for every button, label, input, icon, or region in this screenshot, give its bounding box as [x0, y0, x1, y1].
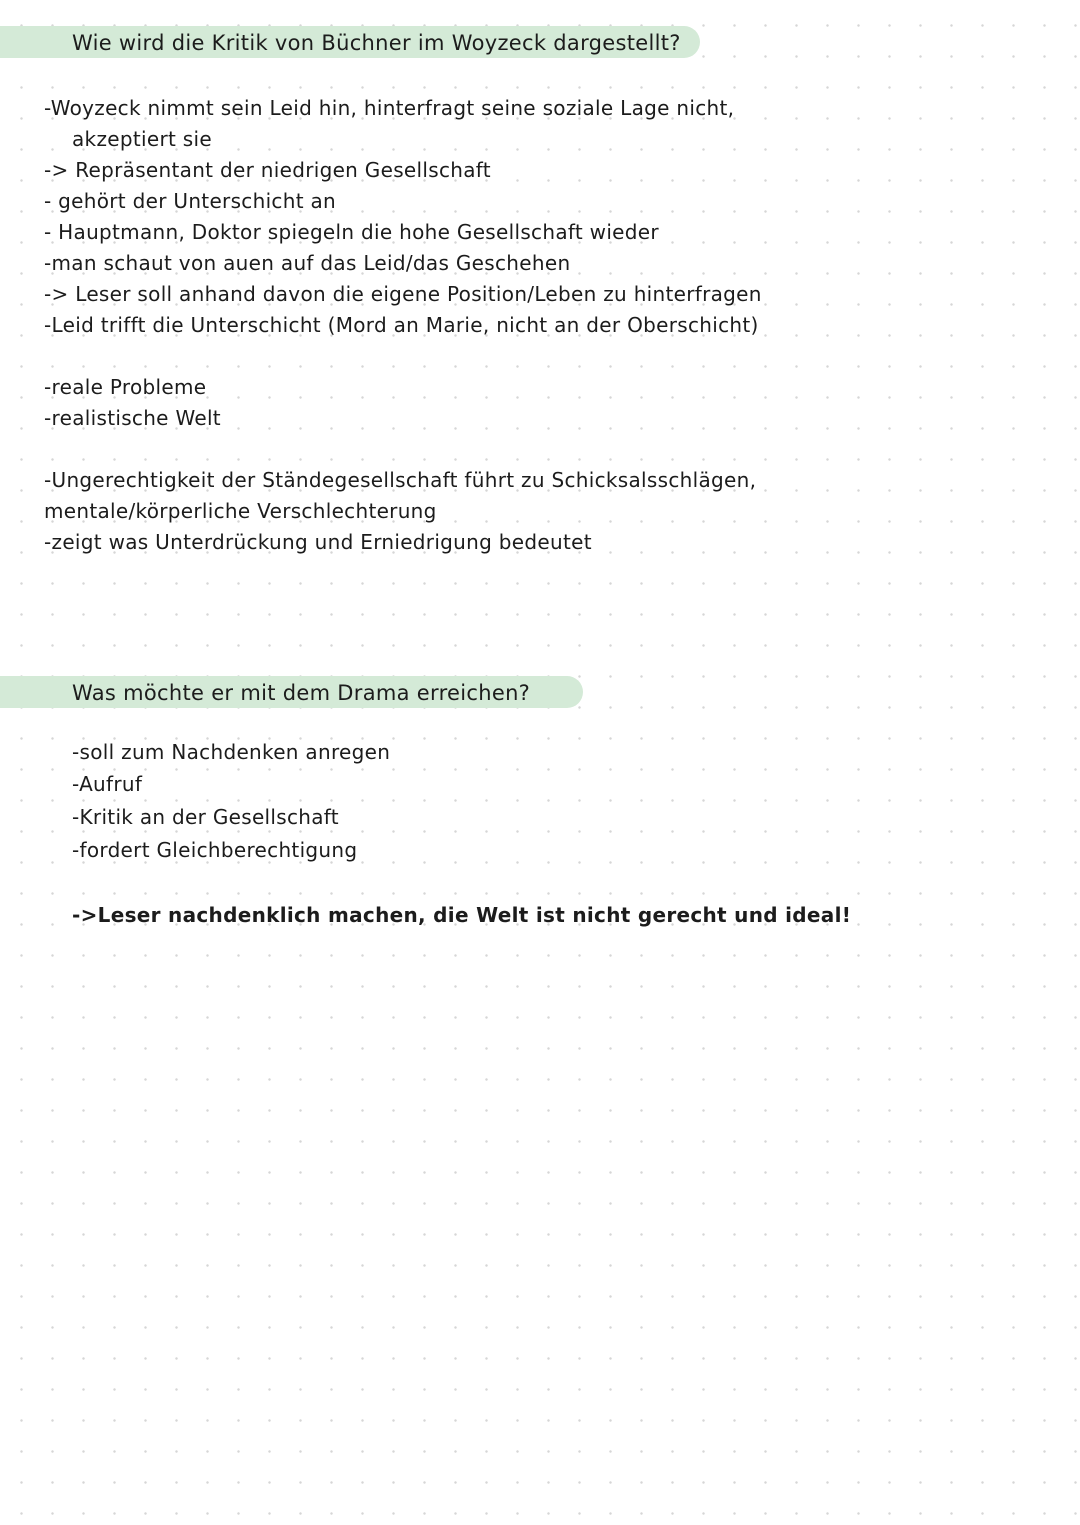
section-1-line: akzeptiert sie: [72, 127, 212, 151]
section-2-conclusion: ->Leser nachdenklich machen, die Welt ist nicht gerecht und ideal!: [72, 903, 852, 927]
section-1-line: -reale Probleme: [44, 375, 207, 399]
section-2-line: -Aufruf: [72, 772, 143, 796]
section-1-line: -realistische Welt: [44, 406, 221, 430]
section-1-line: -Woyzeck nimmt sein Leid hin, hinterfragt seine soziale Lage nicht,: [44, 96, 735, 120]
section-2-line: -soll zum Nachdenken anregen: [72, 740, 391, 764]
section-1-line: -zeigt was Unterdrückung und Erniedrigung bedeutet: [44, 530, 592, 554]
section-1-line: -Ungerechtigkeit der Ständegesellschaft führt zu Schicksalsschlägen,: [44, 468, 757, 492]
section-1-line: -> Leser soll anhand davon die eigene Position/Leben zu hinterfragen: [44, 282, 762, 306]
section-1-line: - Hauptmann, Doktor spiegeln die hohe Gesellschaft wieder: [44, 220, 659, 244]
section-1-line: -Leid trifft die Unterschicht (Mord an Marie, nicht an der Oberschicht): [44, 313, 759, 337]
section-1-line: - gehört der Unterschicht an: [44, 189, 337, 213]
section-1-line: -> Repräsentant der niedrigen Gesellschaft: [44, 158, 491, 182]
section-1-line: mentale/körperliche Verschlechterung: [44, 499, 437, 523]
section-1-heading: Wie wird die Kritik von Büchner im Woyzeck dargestellt?: [72, 31, 681, 55]
section-2-line: -Kritik an der Gesellschaft: [72, 805, 339, 829]
section-2-heading: Was möchte er mit dem Drama erreichen?: [72, 681, 531, 705]
section-1-line: -man schaut von auen auf das Leid/das Geschehen: [44, 251, 571, 275]
section-2-line: -fordert Gleichberechtigung: [72, 838, 358, 862]
